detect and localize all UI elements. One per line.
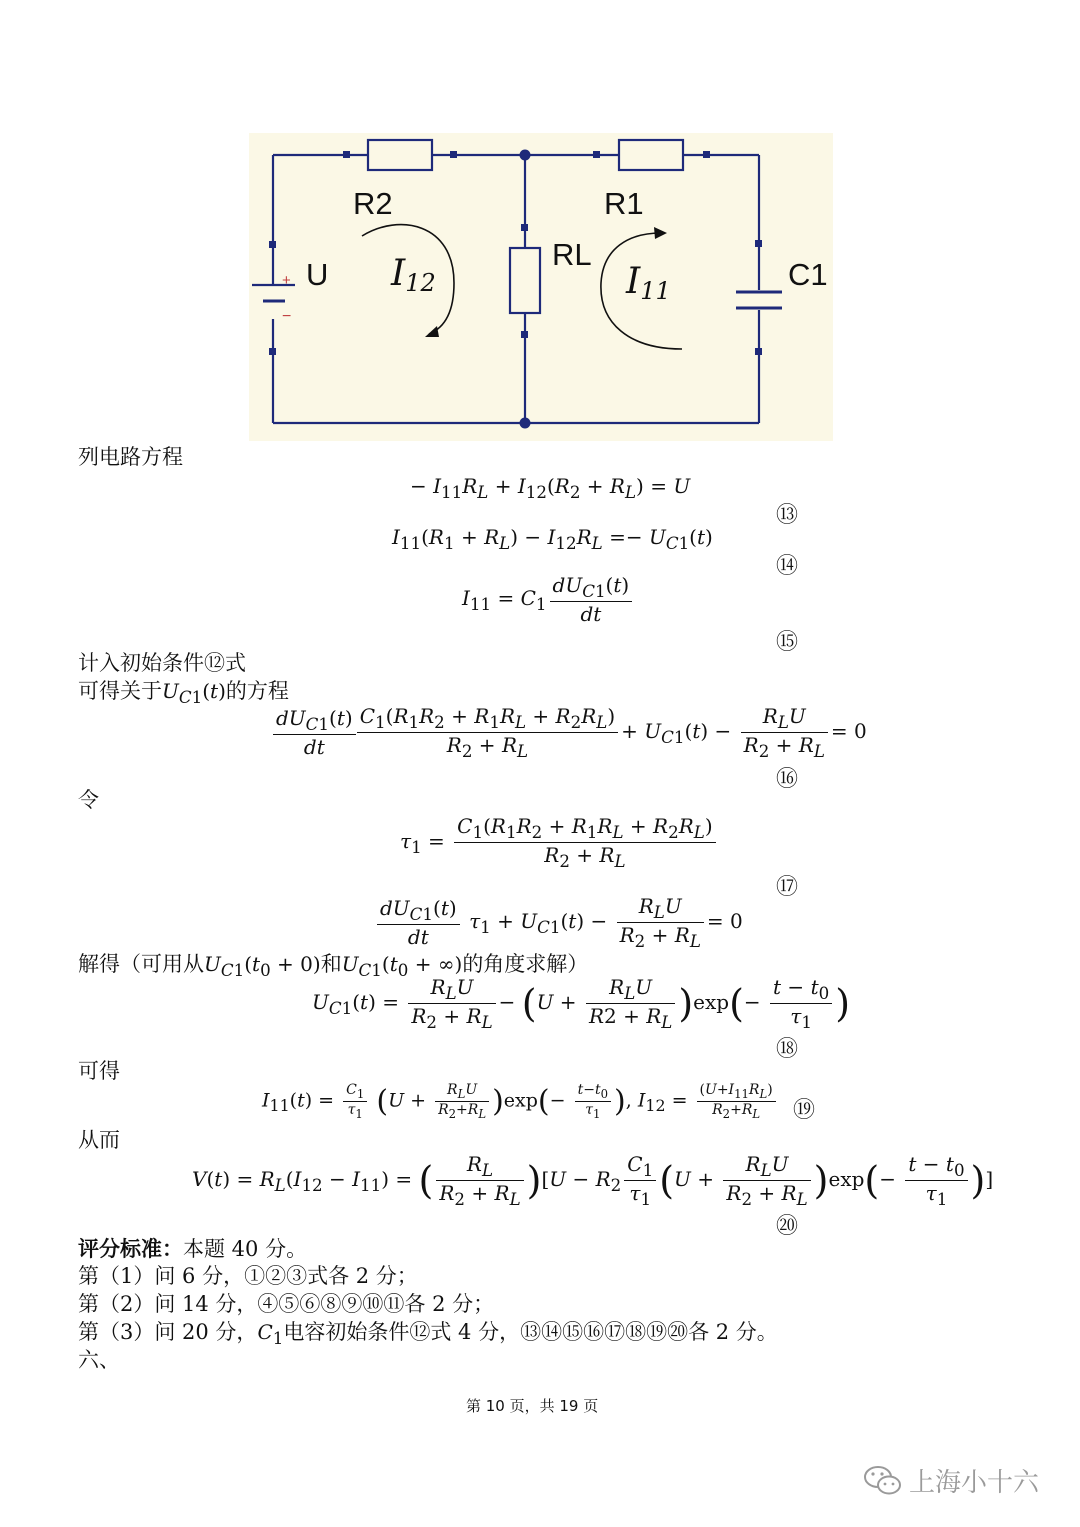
text-six: 六、 bbox=[78, 1348, 120, 1372]
equation-19: $I_{11}(t)$ = $\frac{C_1}{\tau_1}$ (U + $\frac{R_LU}{R_2+R_L}$ )exp(− $\frac{t-t_0}{\tau_1}$ ), $I_{12}$ = $\frac{(U+I_{11}R_L)}{R_2+R_L}$ bbox=[262, 1082, 779, 1121]
scoring-q2: 第（2）问 14 分，④⑤⑥⑧⑨⑩⑪各 2 分； bbox=[78, 1292, 495, 1316]
label-i12: I12 bbox=[391, 253, 436, 297]
text-solve: 解得（可用从$U_{C1}(t_0 + 0)$和$U_{C1}(t_0$ + ∞)的角度求解） bbox=[78, 952, 589, 980]
scoring-line bbox=[78, 1238, 307, 1260]
text-list-eq: 列电路方程 bbox=[78, 445, 183, 469]
label-u: U bbox=[306, 257, 329, 292]
label-i11: I11 bbox=[626, 261, 671, 305]
equation-16: $\frac{dU_{C1}(t)}{dt}$ $\frac{C_1(R_1R_2 + R_1R_L + R_2R_L)}{R_2 + R_L}$ + $U_{C1}(t)$ − $\frac{R_LU}{R_2 + R_L}$ = 0 bbox=[270, 704, 867, 761]
scoring-total: 本题 40 分。 bbox=[183, 1237, 308, 1261]
page-footer: 第 10 页，共 19 页 bbox=[466, 1397, 599, 1415]
text-solve-c: 的角度求解） bbox=[462, 952, 589, 976]
text-initial-condition: 计入初始条件⑫式 bbox=[78, 651, 246, 675]
eq-number-13: ⑬ bbox=[776, 503, 799, 528]
scoring-q3-a: 第（3）问 20 分， bbox=[78, 1320, 258, 1344]
label-c1: C1 bbox=[788, 257, 828, 292]
scoring-q3-b: 电容初始条件⑫式 4 分，⑬⑭⑮⑯⑰⑱⑲⑳各 2 分。 bbox=[283, 1320, 778, 1344]
equation-18: $U_{C1}(t)$ = $\frac{R_LU}{R_2 + R_L}$ − (U + $\frac{R_LU}{R2 + R_L}$ )exp(− $\frac{t - t_0}{\tau_1}$ ) bbox=[312, 975, 851, 1032]
eq-number-17: ⑰ bbox=[776, 875, 799, 900]
label-r2: R2 bbox=[353, 186, 393, 221]
scoring-label: 评分标准： bbox=[78, 1236, 183, 1261]
text-get-eq-a: 可得关于 bbox=[78, 679, 162, 703]
eq-number-18: ⑱ bbox=[776, 1037, 799, 1062]
text-let: 令 bbox=[78, 788, 99, 812]
eq-number-14: ⑭ bbox=[776, 554, 799, 579]
watermark bbox=[863, 1462, 1039, 1499]
eq-number-19: ⑲ bbox=[793, 1098, 816, 1123]
equation-14: $I_{11}(R_1 + R_L) - I_{12}R_L =- U_{C1}(t)$ bbox=[392, 525, 713, 553]
label-rl: RL bbox=[552, 237, 592, 272]
text-get-equation: 可得关于$U_{C1}(t)$的方程 bbox=[78, 679, 289, 707]
equation-20: $V(t) = R_L(I_{12} - I_{11})$ = ( $\frac{R_L}{R_2 + R_L}$ )[$U - R_2$ $\frac{C_1}{\tau_1}$ (U + $\frac{R_LU}{R_2 + R_L}$ )exp(− $\frac{t - t_0}{\tau_1}$ )] bbox=[192, 1152, 994, 1209]
equation-17b: $\frac{dU_{C1}(t)}{dt}$ $\tau_1 + U_{C1}(t)$ − $\frac{R_LU}{R_2 + R_L}$ = 0 bbox=[374, 894, 743, 951]
scoring-q1: 第（1）问 6 分，①②③式各 2 分； bbox=[78, 1264, 418, 1288]
eq-number-16: ⑯ bbox=[776, 767, 799, 792]
equation-13: − $I_{11}R_L + I_{12}(R_2 + R_L) = U$ bbox=[410, 474, 691, 502]
text-hence: 从而 bbox=[78, 1128, 120, 1152]
text-solve-a: 解得（可用从 bbox=[78, 952, 204, 976]
eq-number-20: ⑳ bbox=[776, 1214, 799, 1239]
circuit-diagram bbox=[249, 133, 833, 441]
label-minus: − bbox=[282, 308, 292, 325]
eq-number-15: ⑮ bbox=[776, 630, 799, 655]
equation-17: $\tau_1$ = $\frac{C_1(R_1R_2 + R_1R_L + R_2R_L)}{R_2 + R_L}$ bbox=[400, 814, 719, 871]
scoring-q3: 第（3）问 20 分，$C_1$电容初始条件⑫式 4 分，⑬⑭⑮⑯⑰⑱⑲⑳各 2 分。 bbox=[78, 1320, 778, 1348]
text-get-eq-b: 的方程 bbox=[225, 679, 289, 703]
watermark-text: 上海小十六 bbox=[909, 1468, 1040, 1498]
equation-15: $I_{11} = C_1$ $\frac{dU_{C1}(t)}{dt}$ bbox=[462, 573, 635, 626]
label-plus: + bbox=[282, 272, 291, 289]
text-solve-b: 和 bbox=[320, 952, 342, 976]
label-r1: R1 bbox=[604, 186, 644, 221]
text-thus: 可得 bbox=[78, 1059, 120, 1083]
wechat-icon bbox=[863, 1464, 903, 1498]
